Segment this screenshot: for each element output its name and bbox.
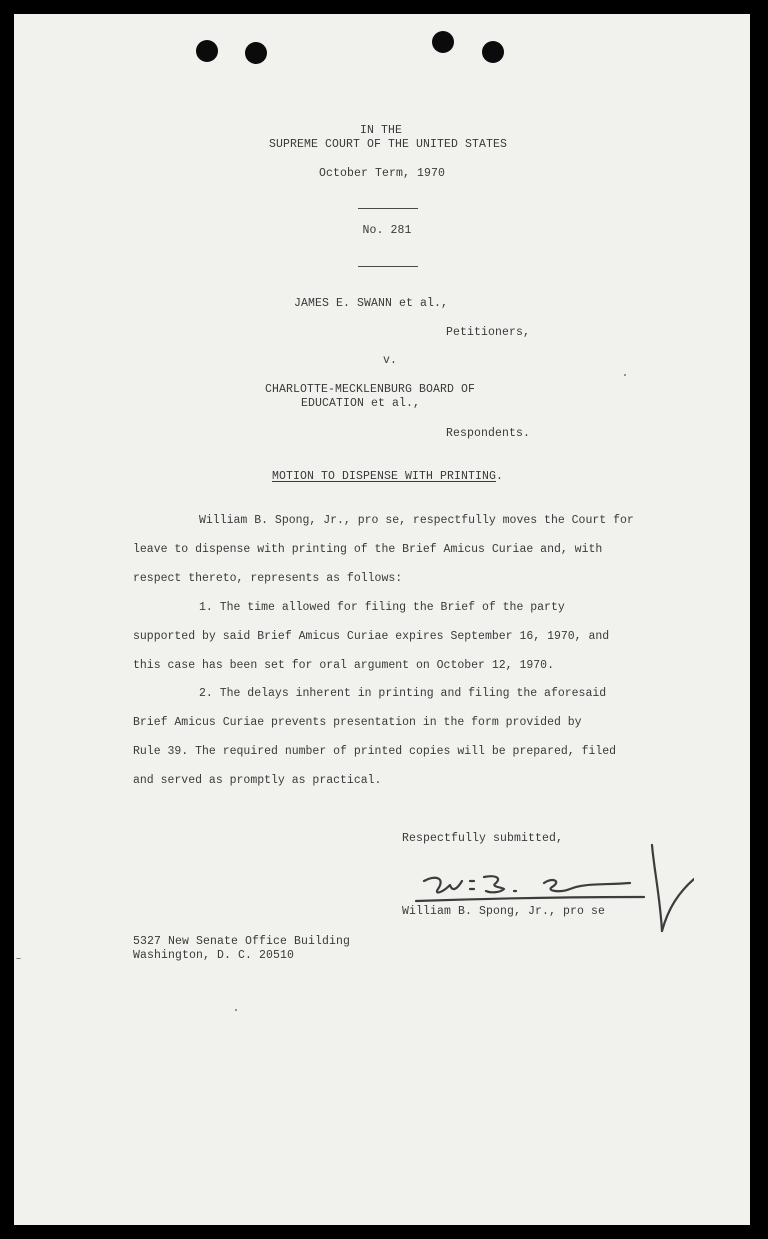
paragraph-1-line: supported by said Brief Amicus Curiae expires September 16, 1970, and xyxy=(133,630,610,643)
court-header-line1: IN THE xyxy=(359,124,403,137)
respondent-name-line2: EDUCATION et al., xyxy=(301,397,421,410)
handwritten-signature xyxy=(394,839,694,939)
petitioner-name: JAMES E. SWANN et al., xyxy=(294,297,449,310)
punch-hole xyxy=(196,40,218,62)
court-term: October Term, 1970 xyxy=(318,167,446,180)
paragraph-2-line: 2. The delays inherent in printing and filing the aforesaid xyxy=(199,687,607,700)
paper-speck xyxy=(624,374,626,376)
punch-hole xyxy=(432,31,454,53)
paragraph-2-line: Brief Amicus Curiae prevents presentation in the form provided by xyxy=(133,716,582,729)
respondent-name-line1: CHARLOTTE-MECKLENBURG BOARD OF xyxy=(265,383,476,396)
divider-rule xyxy=(358,208,418,209)
motion-title-period: . xyxy=(496,470,504,483)
punch-hole xyxy=(482,41,504,63)
motion-title-text: MOTION TO DISPENSE WITH PRINTING xyxy=(272,470,497,483)
motion-title xyxy=(272,470,503,484)
address-line2: Washington, D. C. 20510 xyxy=(133,949,295,962)
paragraph-2-line: Rule 39. The required number of printed copies will be prepared, filed xyxy=(133,745,617,758)
paragraph-1-line: this case has been set for oral argument on October 12, 1970. xyxy=(133,659,554,672)
versus-label: v. xyxy=(383,354,398,367)
document-page xyxy=(14,14,750,1225)
intro-line: William B. Spong, Jr., pro se, respectfully moves the Court for xyxy=(199,514,634,527)
divider-rule xyxy=(358,266,418,267)
paper-speck xyxy=(16,958,21,959)
intro-line: leave to dispense with printing of the Brief Amicus Curiae and, with xyxy=(133,543,603,556)
respondent-role: Respondents. xyxy=(446,427,531,440)
paper-speck xyxy=(235,1009,237,1011)
closing-respectfully: Respectfully submitted, xyxy=(402,832,564,845)
paragraph-1-line: 1. The time allowed for filing the Brief of the party xyxy=(199,601,565,614)
punch-hole xyxy=(245,42,267,64)
case-number: No. 281 xyxy=(362,224,412,237)
petitioner-role: Petitioners, xyxy=(446,326,531,339)
signer-name: William B. Spong, Jr., pro se xyxy=(402,905,606,918)
address-line1: 5327 New Senate Office Building xyxy=(133,935,351,948)
court-header-line2: SUPREME COURT OF THE UNITED STATES xyxy=(268,138,508,151)
intro-line: respect thereto, represents as follows: xyxy=(133,572,403,585)
paragraph-2-line: and served as promptly as practical. xyxy=(133,774,382,787)
